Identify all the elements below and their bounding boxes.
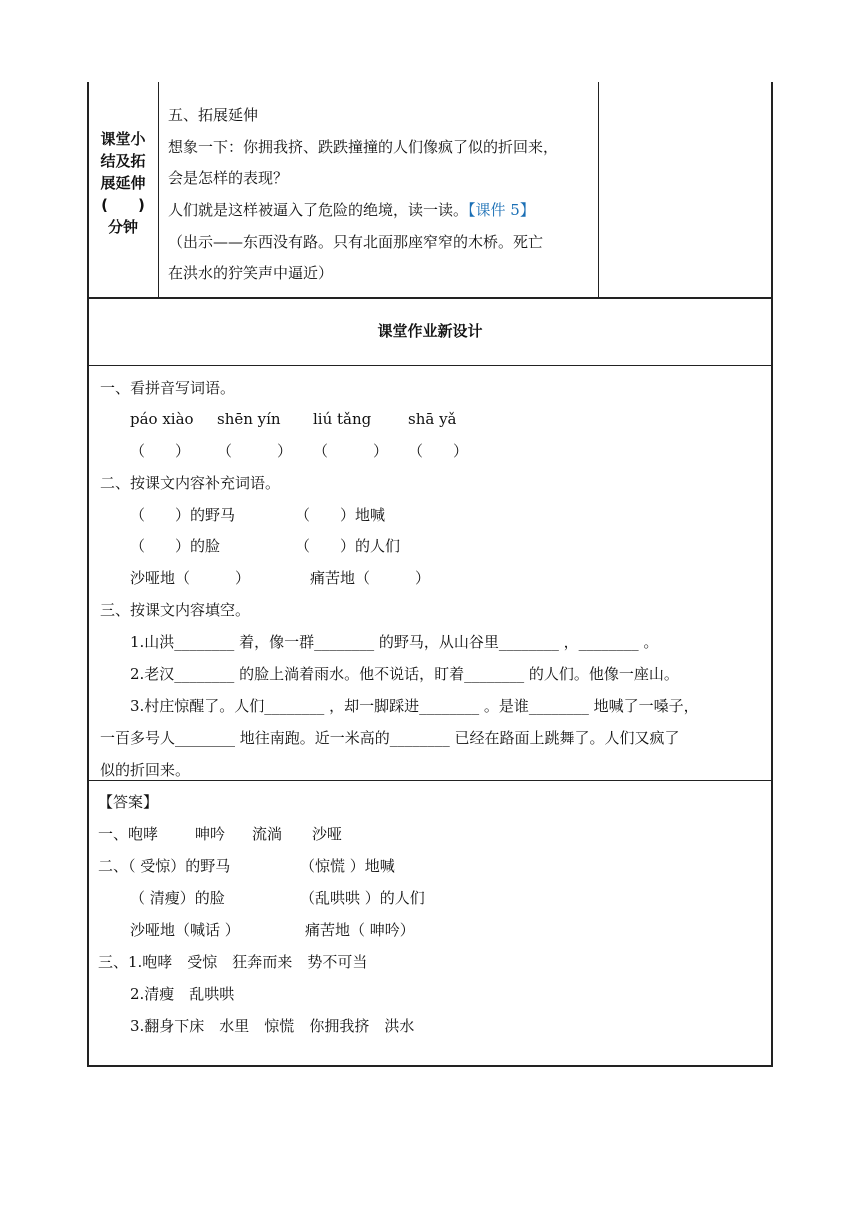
side-label-line: 展延伸 (100, 174, 146, 192)
answer-line: 二、（ 受惊）的野马 (98, 857, 231, 875)
answer-line: （乱哄哄 ）的人们 (300, 889, 425, 907)
extend-line: 想象一下：你拥我挤、跌跌撞撞的人们像疯了似的折回来， (168, 138, 559, 156)
answer-line: 沙哑地（喊话 ） (130, 921, 240, 939)
answer-blank: （ ） (408, 442, 469, 460)
extend-text: 人们就是这样被逼入了危险的绝境，读一读。 (168, 201, 469, 219)
side-label (89, 128, 157, 238)
answer-heading: 【答案】 (98, 793, 159, 811)
q2-item: （ ）的人们 (295, 537, 401, 555)
q2-item: （ ）地喊 (295, 506, 386, 524)
pinyin: páo xiào (130, 410, 194, 428)
courseware-tag: 【课件 5】 (468, 201, 535, 219)
side-label-line: 课堂小 (100, 130, 146, 148)
answer-line: 沙哑 (312, 825, 343, 843)
answer-line: 流淌 (252, 825, 283, 843)
answer-line: （ 清瘦）的脸 (130, 889, 225, 907)
extend-line: 会是怎样的表现？ (168, 169, 289, 187)
answer-line: （惊慌 ）地喊 (300, 857, 395, 875)
q2-item: 痛苦地（ ） (310, 569, 431, 587)
q3-sentence: 2.老汉________ 的脸上淌着雨水。他不说话，盯着________ 的人们。他像一座山。 (130, 665, 679, 683)
q3-heading: 三、按课文内容填空。 (100, 601, 251, 619)
answer-line: 3.翻身下床 水里 惊慌 你拥我挤 洪水 (130, 1017, 415, 1035)
row-divider (87, 780, 773, 781)
answer-line: 三、1.咆哮 受惊 狂奔而来 势不可当 (98, 953, 368, 971)
q3-sentence: 3.村庄惊醒了。人们________ ，却一脚踩进________ 。是谁________ 地喊了一嗓子， (130, 697, 699, 715)
column-divider-left (158, 82, 159, 298)
extend-heading: 五、拓展延伸 (168, 106, 259, 124)
q3-sentence: 一百多号人________ 地往南跑。近一米高的________ 已经在路面上跳舞了。人们又疯了 (100, 729, 680, 747)
side-label-line: 分钟 (107, 218, 138, 236)
q2-item: （ ）的脸 (130, 537, 221, 555)
q2-heading: 二、按课文内容补充词语。 (100, 474, 281, 492)
q1-heading: 一、看拼音写词语。 (100, 379, 236, 397)
extend-line: 在洪水的狞笑声中逼近） (168, 264, 334, 282)
answer-line: 呻吟 (195, 825, 226, 843)
q2-item: 沙哑地（ ） (130, 569, 251, 587)
q3-sentence: 似的折回来。 (100, 761, 191, 779)
answer-blank: （ ） (313, 442, 389, 460)
answer-line: 2.清瘦 乱哄哄 (130, 985, 235, 1003)
pinyin: shēn yín (217, 410, 281, 428)
q2-item: （ ）的野马 (130, 506, 236, 524)
answer-blank: （ ） (130, 442, 191, 460)
answer-line: 痛苦地（ 呻吟） (305, 921, 415, 939)
q3-sentence: 1.山洪________ 着，像一群________ 的野马，从山谷里________ ，________ 。 (130, 633, 659, 651)
answer-line: 一、咆哮 (98, 825, 159, 843)
row-divider (87, 297, 773, 299)
section-title: 课堂作业新设计 (377, 322, 483, 340)
column-divider-right (598, 82, 599, 298)
extend-line: （出示——东西没有路。只有北面那座窄窄的木桥。死亡 (168, 233, 544, 251)
side-label-line: 结及拓 (100, 152, 146, 170)
answer-blank: （ ） (217, 442, 293, 460)
extend-line (168, 200, 535, 220)
pinyin: liú tǎng (313, 410, 372, 428)
side-label-line: ( ) (101, 196, 145, 214)
row-divider (87, 365, 773, 366)
pinyin: shā yǎ (408, 410, 457, 428)
